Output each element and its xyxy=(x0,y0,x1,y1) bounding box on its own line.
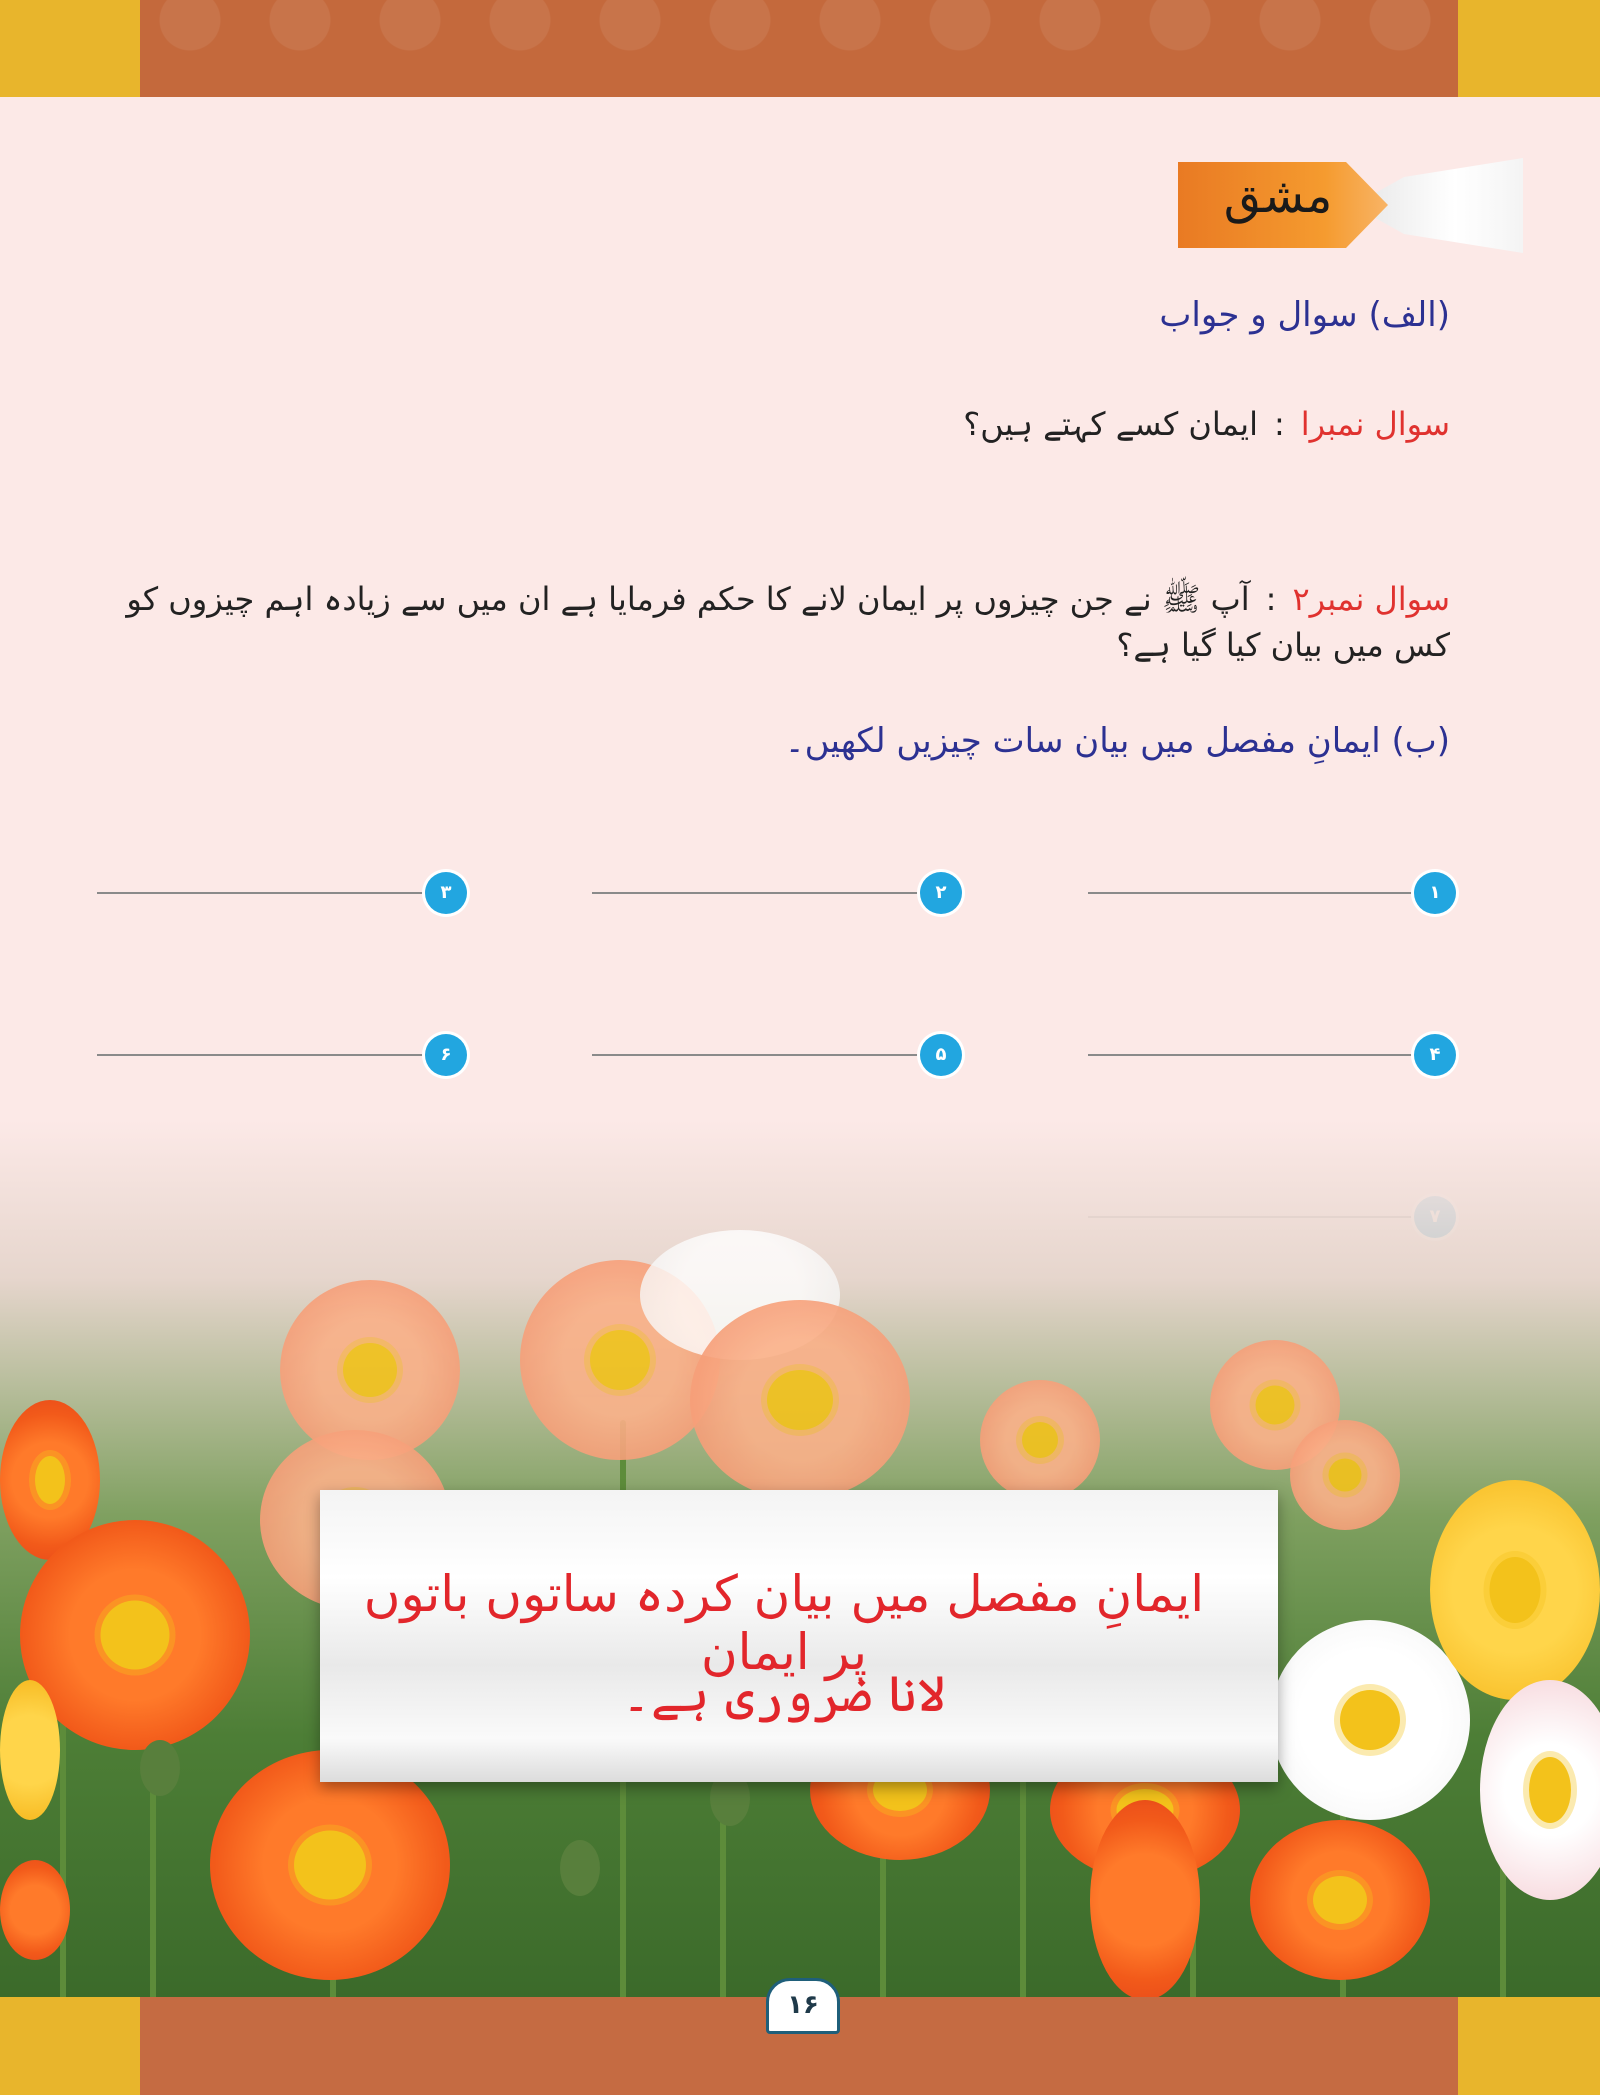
answer-line-2[interactable] xyxy=(592,872,962,914)
question-1-label: سوال نمبرا xyxy=(1300,405,1450,443)
poppy-flower xyxy=(690,1300,910,1500)
poppy-flower xyxy=(210,1750,450,1980)
top-band xyxy=(0,0,1600,97)
answer-number-badge: ۳ xyxy=(425,872,467,914)
section-b-heading: (ب) ایمانِ مفصل میں بیان سات چیزیں لکھیں۔ xyxy=(784,721,1450,761)
answer-number-badge: ۲ xyxy=(920,872,962,914)
poppy-bud xyxy=(140,1740,180,1796)
poppy-flower xyxy=(980,1380,1100,1500)
answer-underline[interactable] xyxy=(97,892,427,894)
answer-underline[interactable] xyxy=(592,1054,922,1056)
top-band-gold-right xyxy=(1458,0,1600,97)
top-band-pattern xyxy=(140,0,1458,97)
answer-underline[interactable] xyxy=(592,892,922,894)
exercise-ribbon xyxy=(1178,158,1523,253)
bottom-band-gold-right xyxy=(1458,1997,1600,2095)
answer-line-1[interactable] xyxy=(1088,872,1456,914)
question-2-label: سوال نمبر۲ xyxy=(1292,580,1450,618)
answer-line-4[interactable] xyxy=(1088,1034,1456,1076)
question-1 xyxy=(963,405,1450,443)
banner-line-2: لانا ضروری ہے۔ xyxy=(621,1665,947,1723)
page-number: ۱۶ xyxy=(787,1990,819,2020)
question-2-separator: : xyxy=(1265,580,1277,618)
answer-underline[interactable] xyxy=(1088,1054,1416,1056)
question-2-text: آپ ﷺ نے جن چیزوں پر ایمان لانے کا حکم فرمایا ہے ان میں سے زیادہ اہم چیزوں کو کس میں بیان کیا گیا ہے؟ xyxy=(126,580,1450,664)
poppy-flower xyxy=(1250,1820,1430,1980)
message-banner xyxy=(320,1490,1278,1782)
poppy-flower xyxy=(1270,1620,1470,1820)
answer-line-5[interactable] xyxy=(592,1034,962,1076)
poppy-flower xyxy=(0,1860,70,1960)
answer-line-3[interactable] xyxy=(97,872,467,914)
banner-line-1: ایمانِ مفصل میں بیان کردہ ساتوں باتوں پر ایمان xyxy=(363,1565,1205,1681)
poppy-bud xyxy=(560,1840,600,1896)
question-2 xyxy=(110,580,1450,664)
stem xyxy=(1020,1760,1026,2000)
poppy-flower xyxy=(1290,1420,1400,1530)
page-number-tab xyxy=(766,1978,840,2034)
answer-number-badge: ۵ xyxy=(920,1034,962,1076)
section-a-heading: (الف) سوال و جواب xyxy=(1159,295,1450,335)
question-1-separator: : xyxy=(1273,405,1285,443)
answer-number-badge: ۴ xyxy=(1414,1034,1456,1076)
poppy-flower xyxy=(1430,1480,1600,1700)
exercise-title: مشق xyxy=(1223,168,1333,224)
question-1-text: ایمان کسے کہتے ہیں؟ xyxy=(963,405,1258,443)
answer-line-6[interactable] xyxy=(97,1034,467,1076)
bottom-band-gold-left xyxy=(0,1997,140,2095)
top-band-gold-left xyxy=(0,0,140,97)
poppy-flower xyxy=(1480,1680,1600,1900)
poppy-flower xyxy=(0,1680,60,1820)
answer-underline[interactable] xyxy=(1088,892,1416,894)
answer-underline[interactable] xyxy=(97,1054,427,1056)
poppy-flower xyxy=(1090,1800,1200,2000)
answer-number-badge: ۶ xyxy=(425,1034,467,1076)
answer-number-badge: ۱ xyxy=(1414,872,1456,914)
